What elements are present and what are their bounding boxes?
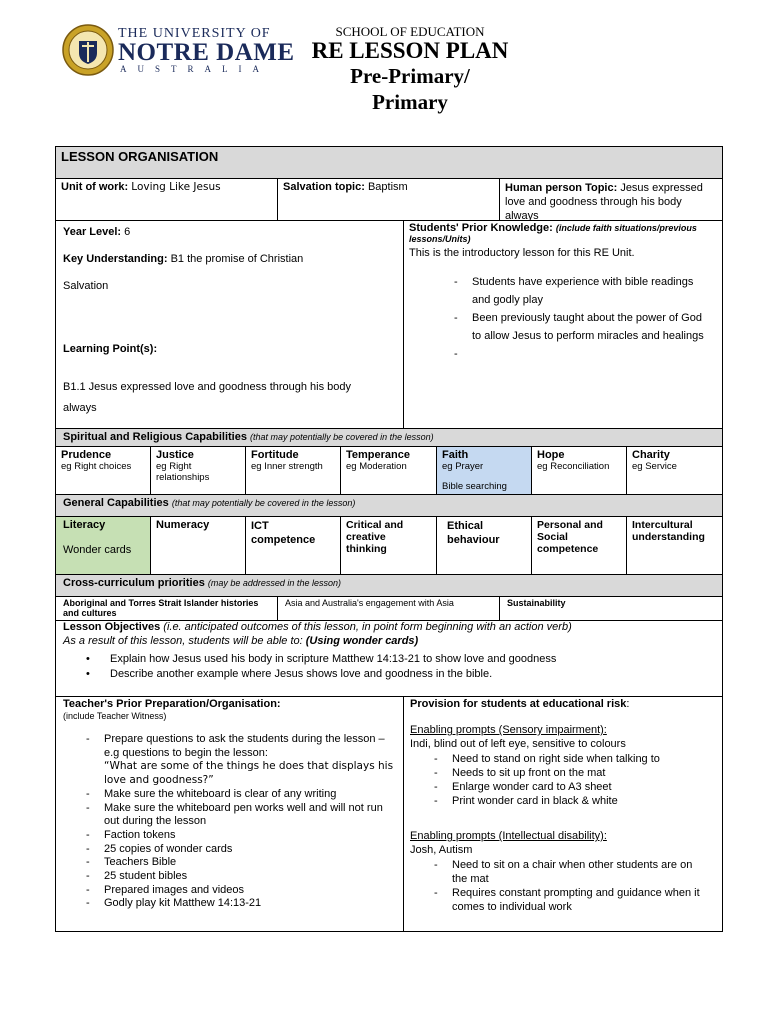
list-item: - Need to sit on a chair when other students are on the mat: [428, 858, 710, 886]
cross-cell-asia: [278, 597, 500, 621]
list-item: [80, 733, 398, 788]
spiritual-cell-charity: [627, 447, 722, 495]
university-name-line3: AUSTRALIA: [120, 64, 270, 74]
provision-at-risk-cell: Provision for students at educational risk: Enabling prompts (Sensory impairment): Indi, blind out of left eye, sensitive to colours - Need to stand on right side when talking to - Needs to sit up front on the mat - Enlarge wonder card to A3 sheet - Print wonder card in black & white Enabling prompts (Intellectual disability): Josh, Autism - Need to sit on a chair when other students are on the mat - Requires constant prompting and guidance when it comes to individual work: [404, 697, 722, 931]
year-level-label: Year Level:: [63, 226, 122, 238]
list-item: - Need to stand on right side when talking to: [428, 752, 718, 766]
spiritual-cell-temperance: [341, 447, 437, 495]
capability-name: Charity: [632, 449, 670, 461]
cross-priority-label: Sustainability: [507, 598, 566, 608]
prior-knowledge-note: (include faith situations/previous lessons/Units): [409, 223, 697, 244]
teacher-question-quote: “What are some of the things he does that displays his love and goodness?”: [104, 760, 394, 787]
spiritual-cell-faith: [437, 447, 532, 495]
prior-knowledge-label: Students' Prior Knowledge:: [409, 222, 553, 234]
year-level-value: 6: [124, 226, 131, 238]
list-item: - Print wonder card in black & white: [428, 794, 718, 808]
list-item: - Enlarge wonder card to A3 sheet: [428, 780, 718, 794]
list-item: - 25 student bibles: [80, 870, 398, 884]
unit-of-work-value: Loving Like Jesus: [131, 181, 221, 193]
general-cell-ict: [246, 517, 341, 575]
human-person-topic-cell: [500, 179, 722, 221]
list-item: - Make sure the whiteboard pen works well and will not run out during the lesson: [80, 802, 398, 829]
cross-cell-sustainability: [500, 597, 722, 621]
capability-name: Justice: [156, 449, 194, 461]
key-understanding-value: B1 the promise of Christian: [170, 253, 304, 265]
capability-name: Personal and Social competence: [537, 519, 603, 555]
lesson-objectives-label: Lesson Objectives: [63, 621, 161, 633]
list-item: - Faction tokens: [80, 829, 398, 843]
spiritual-cell-hope: [532, 447, 627, 495]
key-understanding-label: Key Understanding:: [63, 253, 168, 265]
spiritual-capabilities-heading: [56, 429, 722, 447]
list-item: [448, 345, 713, 363]
list-item: - Requires constant prompting and guidance when it comes to individual work: [428, 886, 710, 914]
spiritual-cell-justice: [151, 447, 246, 495]
lesson-objectives-cell: [56, 621, 722, 697]
key-understanding-value-cont: Salvation: [63, 280, 109, 292]
capability-example: eg Inner strength: [251, 461, 323, 472]
spiritual-capabilities-label: Spiritual and Religious Capabilities: [63, 431, 247, 443]
capability-name: Prudence: [61, 449, 112, 461]
cross-curriculum-label: Cross-curriculum priorities: [63, 577, 205, 589]
capability-name: Temperance: [346, 449, 410, 461]
sensory-prompts-list: [428, 752, 718, 808]
lesson-objectives-list: [56, 652, 716, 682]
list-item: - Been previously taught about the power of God to allow Jesus to perform miracles and healings: [448, 309, 713, 345]
learning-points-label: Learning Point(s):: [63, 343, 158, 355]
cross-curriculum-note: (may be addressed in the lesson): [207, 578, 341, 588]
list-item: • Explain how Jesus used his body in scripture Matthew 14:13-21 to show love and goodness: [56, 652, 716, 667]
list-item: - Teachers Bible: [80, 856, 398, 870]
lesson-organisation-label: LESSON ORGANISATION: [61, 149, 219, 164]
general-capabilities-heading: [56, 495, 722, 517]
learning-points-value: B1.1 Jesus expressed love and goodness through his body always: [63, 381, 352, 414]
page-subtitle-line1: Pre-Primary/: [350, 64, 470, 88]
cross-priority-label: Aboriginal and Torres Strait Islander histories and cultures: [63, 598, 259, 618]
year-key-learning-cell: [56, 221, 404, 429]
capability-name: ICT competence: [251, 520, 316, 546]
human-person-topic-label: Human person Topic:: [505, 182, 618, 194]
spiritual-capabilities-note: (that may potentially be covered in the lesson): [250, 432, 434, 442]
list-item: • Describe another example where Jesus shows love and goodness in the bible.: [56, 667, 716, 682]
general-cell-intercultural: [627, 517, 722, 575]
cross-cell-aboriginal: [56, 597, 278, 621]
university-name-line2: NOTRE DAME: [118, 39, 295, 66]
provision-label: Provision for students at educational risk: [410, 698, 627, 710]
capability-name: Faith: [442, 449, 469, 461]
capability-name: Fortitude: [251, 449, 299, 461]
teacher-preparation-label: Teacher's Prior Preparation/Organisation:: [63, 698, 281, 710]
teacher-preparation-list: [80, 733, 398, 911]
list-item: - Students have experience with bible readings and godly play: [448, 273, 713, 309]
teacher-preparation-cell: [56, 697, 404, 931]
list-item: - 25 copies of wonder cards: [80, 843, 398, 857]
capability-name: Numeracy: [156, 519, 210, 531]
university-name-line1: THE UNIVERSITY OF: [118, 26, 271, 41]
list-item: - Prepared images and videos: [80, 884, 398, 898]
capability-name: Ethical behaviour: [447, 520, 500, 546]
page-title: RE LESSON PLAN: [311, 38, 509, 63]
salvation-topic-cell: [278, 179, 500, 221]
university-seal-icon: [62, 24, 114, 76]
sensory-student: Indi, blind out of left eye, sensitive to colours: [410, 738, 626, 750]
prior-knowledge-list: [448, 273, 713, 363]
lesson-plan-form: [55, 146, 723, 932]
school-name: SCHOOL OF EDUCATION: [335, 24, 485, 39]
list-item: - Needs to sit up front on the mat: [428, 766, 718, 780]
list-item: - Make sure the whiteboard is clear of any writing: [80, 788, 398, 802]
capability-example: eg Prayer: [442, 461, 484, 472]
human-person-topic-value: Jesus expressed love and goodness through his body always: [505, 182, 703, 221]
general-cell-personal-social: [532, 517, 627, 575]
unit-of-work-label: Unit of work:: [61, 181, 129, 193]
spiritual-cell-prudence: [56, 447, 151, 495]
page-subtitle-line2: Primary: [372, 90, 448, 114]
teacher-preparation-note: (include Teacher Witness): [63, 711, 167, 721]
capability-example: eg Right relationships: [156, 461, 210, 483]
salvation-topic-value: Baptism: [367, 181, 408, 193]
intellectual-prompts-list: [428, 858, 710, 914]
spiritual-cell-fortitude: [246, 447, 341, 495]
lesson-objectives-intro-bold: (Using wonder cards): [305, 635, 419, 647]
intellectual-prompts-heading: Enabling prompts (Intellectual disability):: [410, 830, 607, 842]
general-cell-literacy: [56, 517, 151, 575]
salvation-topic-label: Salvation topic:: [283, 181, 365, 193]
general-cell-critical-thinking: [341, 517, 437, 575]
general-cell-numeracy: [151, 517, 246, 575]
prior-knowledge-cell: [404, 221, 722, 429]
capability-example: eg Moderation: [346, 461, 407, 472]
cross-curriculum-heading: [56, 575, 722, 597]
intellectual-student: Josh, Autism: [410, 844, 473, 856]
unit-of-work-cell: [56, 179, 278, 221]
lesson-objectives-note: (i.e. anticipated outcomes of this lesson, in point form beginning with an action verb): [163, 621, 572, 633]
lesson-organisation-heading: [56, 147, 722, 179]
capability-name: Intercultural understanding: [632, 519, 705, 543]
capability-example: eg Service: [632, 461, 677, 472]
lesson-objectives-intro: As a result of this lesson, students will be able to:: [63, 635, 303, 647]
capability-name: Hope: [537, 449, 565, 461]
capability-name: Literacy: [63, 519, 106, 531]
cross-priority-label: Asia and Australia's engagement with Asia: [285, 598, 454, 608]
general-cell-ethical: [437, 517, 532, 575]
list-item: - Godly play kit Matthew 14:13-21: [80, 897, 398, 911]
general-capabilities-note: (that may potentially be covered in the lesson): [171, 498, 356, 508]
capability-example: eg Right choices: [61, 461, 132, 472]
prior-knowledge-intro: This is the introductory lesson for this RE Unit.: [409, 247, 635, 259]
capability-example: eg Reconciliation: [537, 461, 610, 472]
list-item-text: Prepare questions to ask the students during the lesson – e.g questions to begin the lesson:: [104, 733, 385, 759]
sensory-prompts-heading: Enabling prompts (Sensory impairment):: [410, 724, 607, 736]
capability-extra: Wonder cards: [63, 544, 132, 556]
general-capabilities-label: General Capabilities: [63, 497, 169, 509]
capability-name: Critical and creative thinking: [346, 519, 404, 555]
capability-extra: Bible searching: [442, 481, 507, 492]
